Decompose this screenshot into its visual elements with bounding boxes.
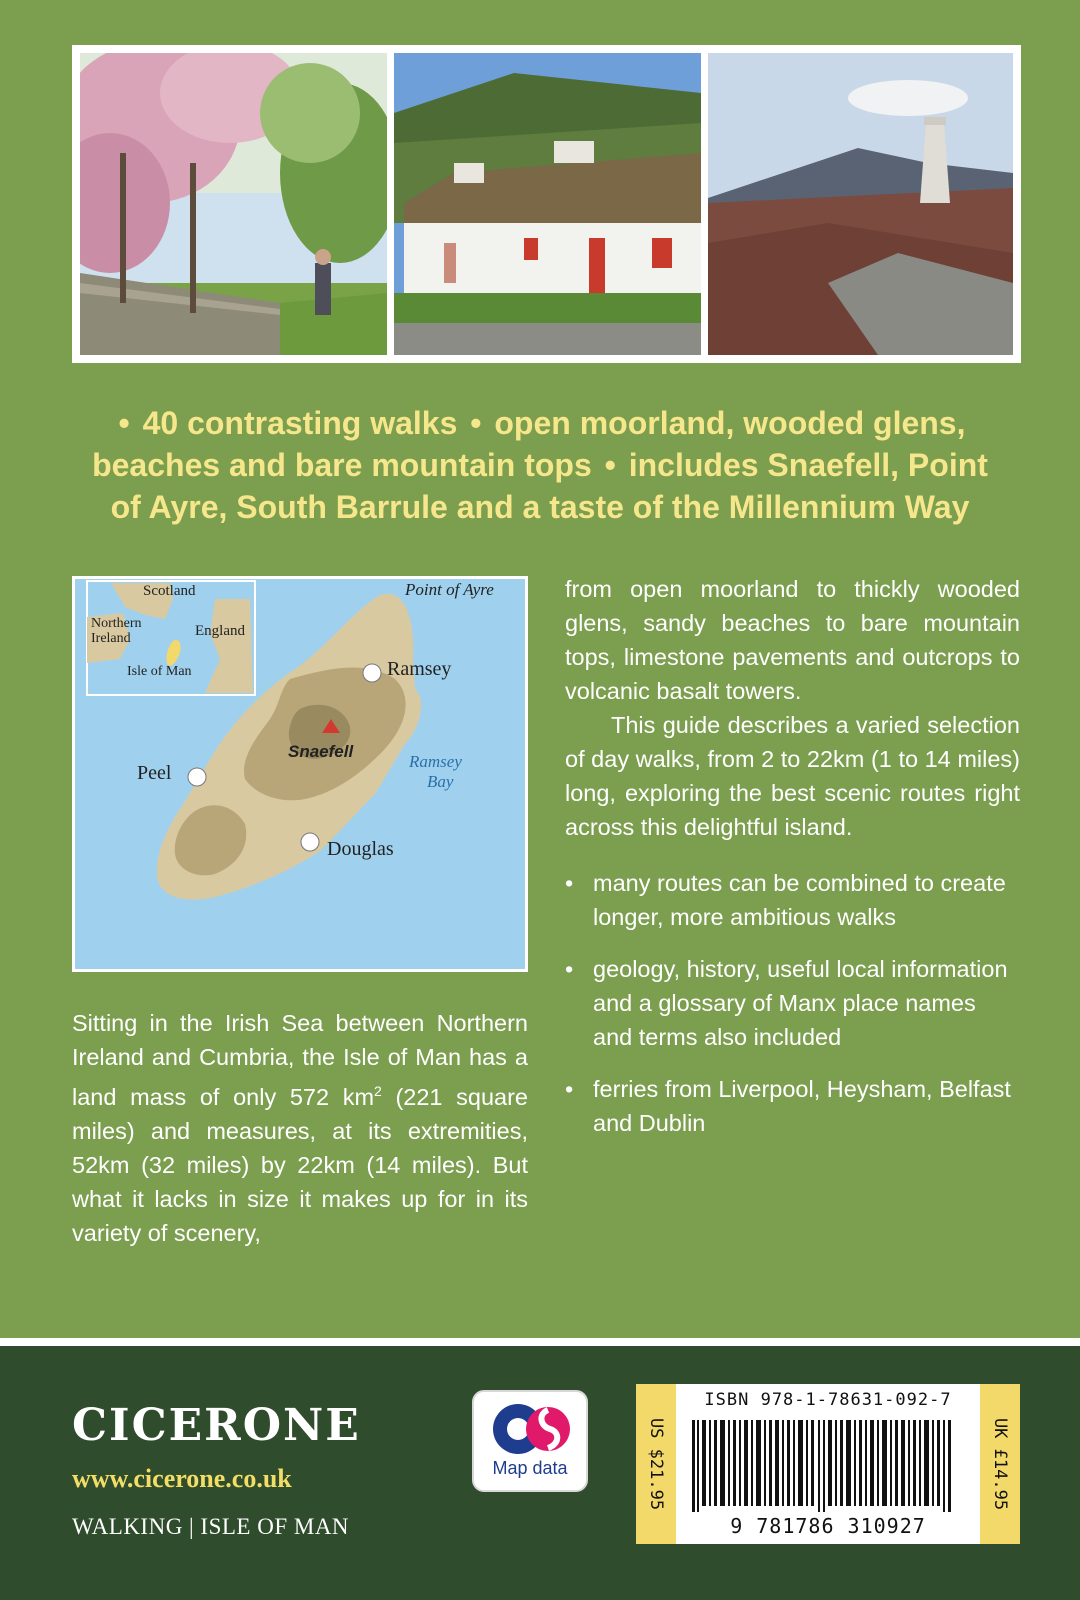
label-ramsey: Ramsey: [387, 658, 452, 680]
tagline-line-3: of Ayre, South Barrule and a taste of the Millennium Way: [110, 489, 970, 525]
label-peel: Peel: [137, 762, 172, 784]
barcode-panel: [636, 1384, 1020, 1544]
footer-divider: [0, 1338, 1080, 1346]
barcode-bars: [688, 1420, 968, 1512]
feature-tagline: [60, 402, 1020, 528]
price-us: [642, 1394, 670, 1534]
feature-text: many routes can be combined to create longer, more ambitious walks: [593, 870, 1006, 930]
tagline-bullet: •: [470, 405, 482, 441]
description-para-1: from open moorland to thickly wooded glens, sandy beaches to bare mountain tops, limestone pavements and outcrops to volcanic basalt towers.: [565, 576, 1020, 704]
tagline-bullet: •: [118, 405, 130, 441]
book-category: WALKING | ISLE OF MAN: [72, 1514, 350, 1539]
barcode-digits: 9 781786 310927: [730, 1514, 926, 1538]
tagline-item: open moorland, wooded glens,: [494, 405, 966, 441]
barcode-box: [676, 1384, 980, 1544]
inset-label-england: England: [195, 623, 245, 639]
photo-strip: [72, 45, 1021, 363]
list-bullet: •: [565, 1076, 574, 1102]
town-marker-douglas: [301, 833, 319, 851]
photo-blossom-lane: [80, 53, 387, 355]
description-para-2: This guide describes a varied selection of day walks, from 2 to 22km (1 to 14 miles) long, exploring the best scenic routes right across this delightful island.: [565, 712, 1020, 840]
os-logo-icon: [488, 1400, 572, 1458]
photo-thatched-cottage: [394, 53, 701, 355]
intro-text-b: (221 square miles) and measures, at its extremities, 52km (32 miles) by 22km (14 miles). But what it lacks in size it makes up for in its variety of scenery,: [72, 1083, 528, 1246]
intro-paragraph: [72, 1006, 528, 1250]
feature-list-item: [565, 866, 1020, 934]
feature-text: geology, history, useful local information and a glossary of Manx place names and terms also included: [593, 956, 1008, 1050]
label-ramsey-bay-2: Bay: [427, 772, 454, 791]
inset-label-scotland: Scotland: [143, 583, 196, 599]
tagline-bullet: •: [604, 447, 616, 483]
tagline-item: 40 contrasting walks: [142, 405, 458, 441]
tagline-line-2: [60, 444, 1020, 486]
feature-text: ferries from Liverpool, Heysham, Belfast and Dublin: [593, 1076, 1011, 1136]
price-uk: [986, 1394, 1014, 1534]
publisher-website[interactable]: www.cicerone.co.uk: [72, 1464, 292, 1493]
label-point-of-ayre: Point of Ayre: [405, 580, 494, 599]
description-column: [565, 572, 1020, 1158]
publisher-logo: CICERONE: [72, 1400, 361, 1451]
isle-of-man-map: [72, 576, 528, 972]
map-graphic: [75, 579, 525, 969]
inset-label-northern: Northern: [91, 616, 142, 631]
feature-list: [565, 866, 1020, 1140]
tagline-item: includes Snaefell, Point: [628, 447, 988, 483]
inset-label-ireland: Ireland: [91, 631, 131, 646]
label-douglas: Douglas: [327, 838, 394, 860]
price-uk-text: UK £14.95: [990, 1417, 1010, 1511]
intro-superscript: 2: [374, 1083, 382, 1099]
photo-summit-trig-point: [708, 53, 1013, 355]
feature-list-item: [565, 952, 1020, 1054]
inset-label-isle-of-man: Isle of Man: [127, 664, 192, 679]
feature-list-item: [565, 1072, 1020, 1140]
os-badge-label: Map data: [492, 1458, 568, 1478]
tagline-line-1: [60, 402, 1020, 444]
town-marker-peel: [188, 768, 206, 786]
label-ramsey-bay-1: Ramsey: [409, 752, 462, 771]
isbn-number: ISBN 978-1-78631-092-7: [704, 1390, 952, 1410]
tagline-item: beaches and bare mountain tops: [92, 447, 592, 483]
price-us-text: US $21.95: [646, 1417, 666, 1511]
os-map-data-badge: [472, 1390, 588, 1492]
intro-text-a: Sitting in the Irish Sea between Northern Ireland and Cumbria, the Isle of Man has a land mass of only 572 km: [72, 1010, 528, 1110]
town-marker-ramsey: [363, 664, 381, 682]
list-bullet: •: [565, 870, 574, 896]
label-snaefell: Snaefell: [288, 742, 354, 761]
list-bullet: •: [565, 956, 574, 982]
